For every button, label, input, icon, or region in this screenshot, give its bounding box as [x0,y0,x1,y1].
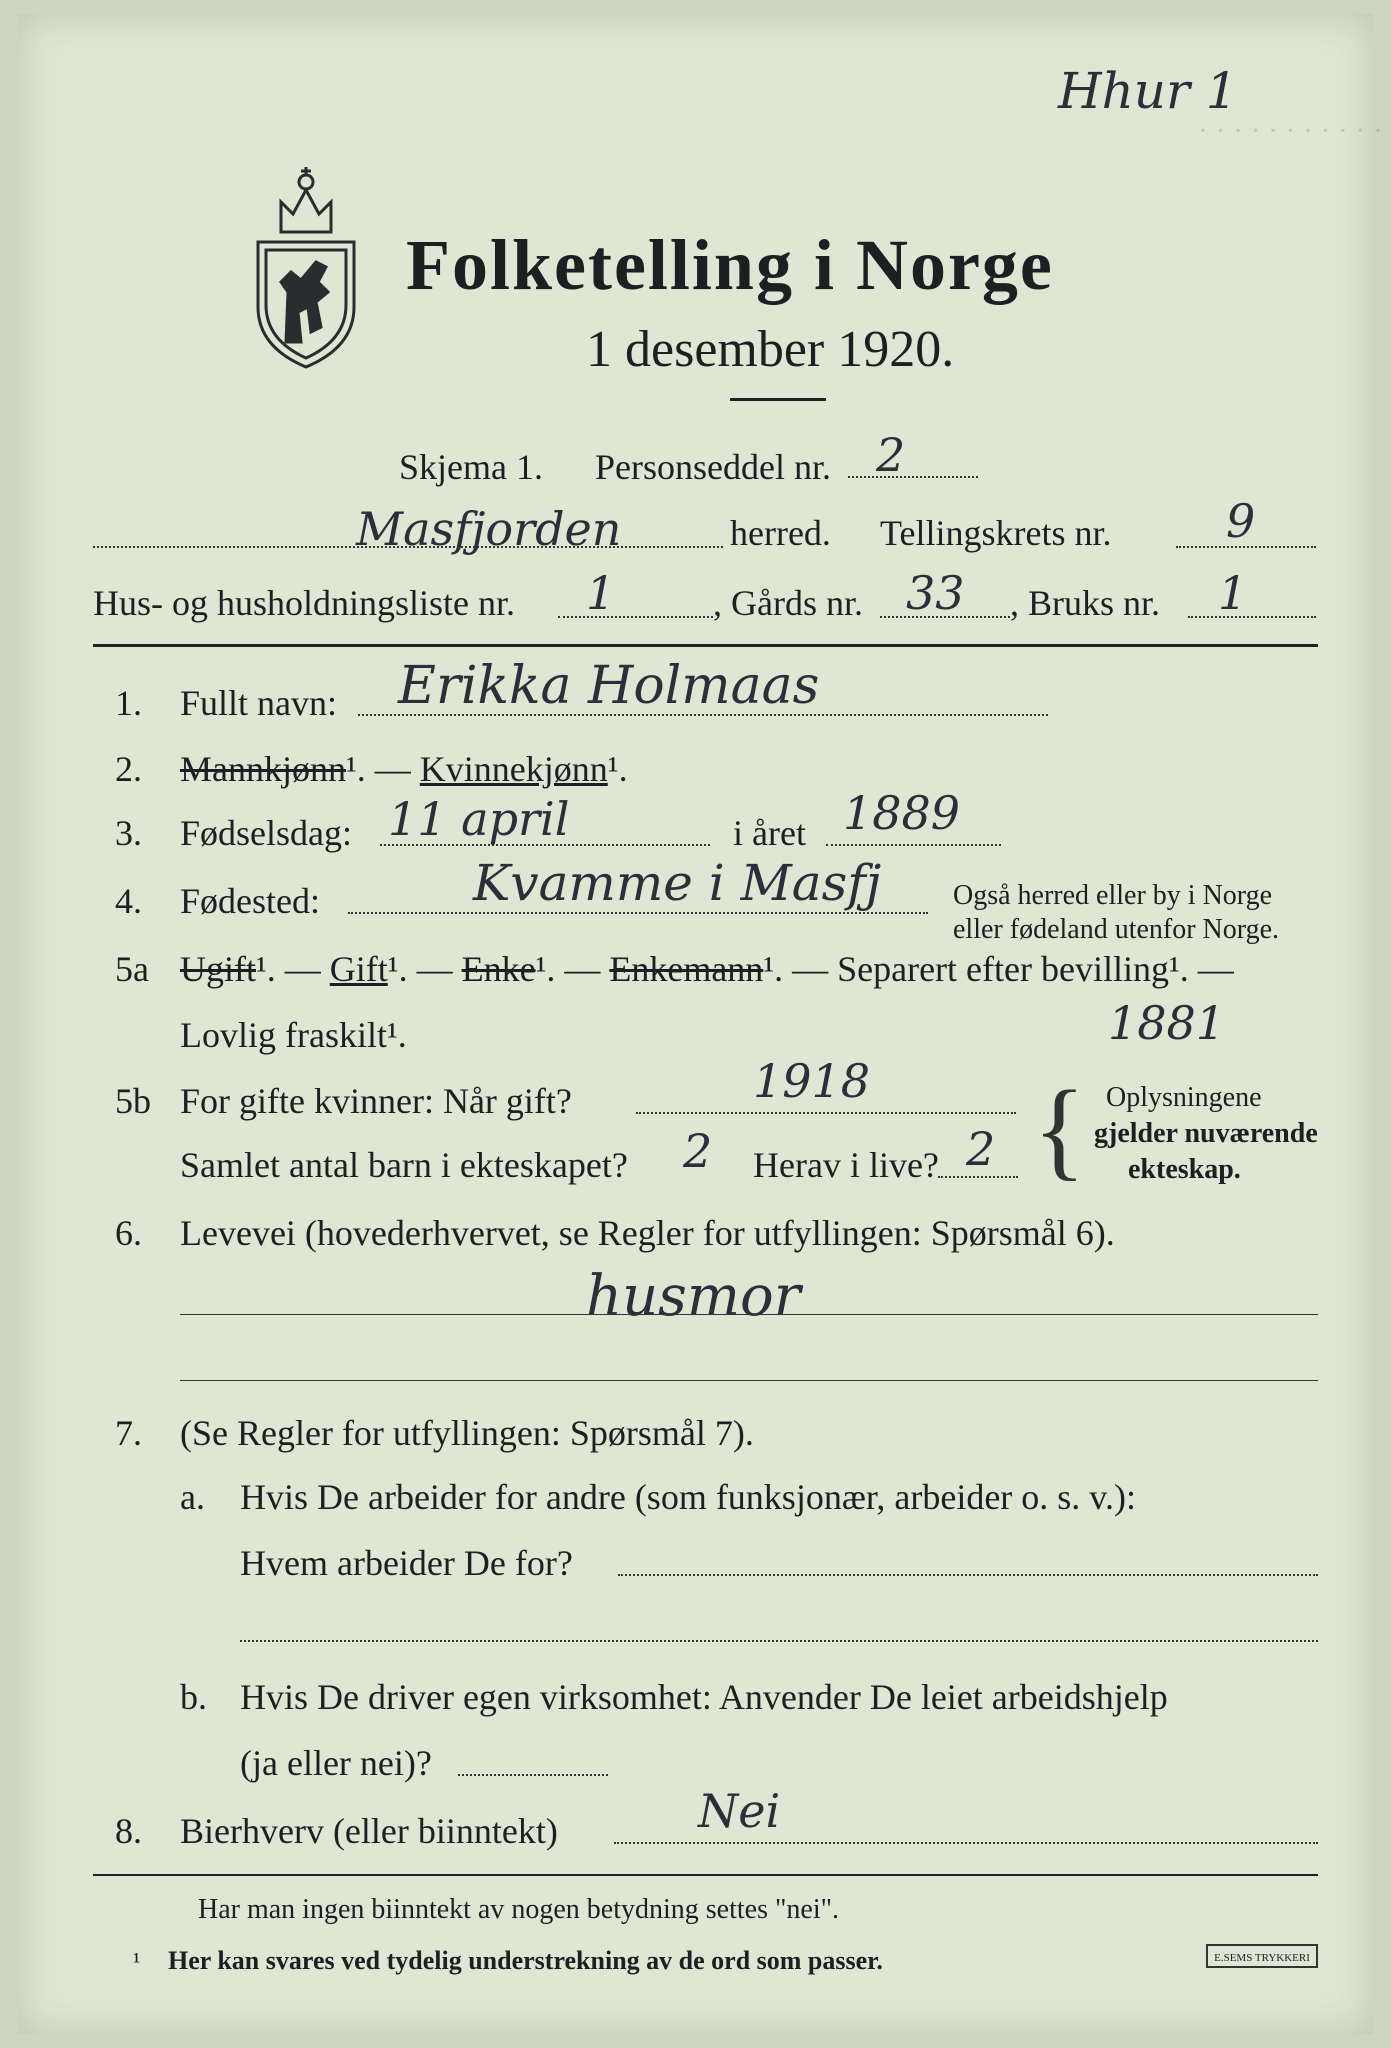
title-divider [730,398,826,401]
tellingskrets-value: 9 [1226,494,1256,548]
birthplace-line [348,912,928,914]
q1-number: 1. [115,683,142,723]
option-enke: Enke [461,949,536,989]
personseddel-line [848,476,978,478]
marriage-note-line2: gjelder nuværende [1094,1118,1318,1149]
tellingskrets-label: Tellingskrets nr. [880,513,1112,553]
children-value: 2 [683,1124,713,1178]
q7b-question: (ja eller nei)? [240,1743,432,1783]
birthplace-value: Kvamme i Masfj [473,854,882,912]
skjema-label: Skjema 1. [399,447,543,487]
q7a-text: Hvis De arbeider for andre (som funksjonær, arbeider o. s. v.): [240,1477,1136,1517]
q2-number: 2. [115,749,142,789]
bleed-through-text: · · · · · · · · · · · [1198,114,1383,147]
bruks-value: 1 [1218,566,1248,620]
q2-end: ¹. [607,749,628,789]
q5b-label: For gifte kvinner: Når gift? [180,1081,572,1121]
archive-annotation: Hhur 1 [1058,62,1238,120]
aaret-label: i året [733,813,806,853]
birthplace-note-line2: eller fødeland utenfor Norge. [953,914,1280,945]
q3-number: 3. [115,813,142,853]
alive-label: Herav i live? [753,1145,939,1185]
brace-icon: { [1033,1068,1086,1190]
birth-year-value: 1889 [843,786,961,840]
q7-label: (Se Regler for utfyllingen: Spørsmål 7). [180,1413,754,1453]
gards-value: 33 [906,566,965,620]
q6-number: 6. [115,1213,142,1253]
q7a-question: Hvem arbeider De for? [240,1543,573,1583]
option-mannkjonn: Mannkjønn [180,749,346,789]
footnote-text: Her kan svares ved tydelig understrekning av de ord som passer. [168,1946,883,1975]
q6-label: Levevei (hovederhvervet, se Regler for utfyllingen: Spørsmål 6). [180,1213,1115,1253]
side-income-line [614,1842,1318,1844]
q7b-text: Hvis De driver egen virksomhet: Anvender De leiet arbeidshjelp [240,1677,1168,1717]
bruks-line [1188,616,1316,618]
q4-label: Fødested: [180,881,320,921]
alive-line [938,1176,1018,1178]
herred-value: Masfjorden [356,502,622,556]
birthday-value: 11 april [388,792,570,846]
form-title: Folketelling i Norge [406,225,1054,305]
q8-label: Bierhverv (eller biinntekt) [180,1811,558,1851]
footnote-mark: ¹ [133,1949,141,1975]
census-form [18,14,1383,2034]
children-label: Samlet antal barn i ekteskapet? [180,1145,628,1185]
option-fraskilt: Lovlig fraskilt [180,1015,387,1055]
gards-label: , Gårds nr. [713,583,863,623]
q2-options [180,748,628,790]
q5b-number: 5b [115,1081,151,1121]
q5a-number: 5a [115,949,149,989]
herred-label: herred. [730,513,831,553]
employer-line-1 [618,1574,1318,1576]
footer-note: Har man ingen biinntekt av nogen betydning settes "nei". [198,1894,840,1925]
footer-divider [93,1874,1318,1876]
alive-value: 2 [966,1122,996,1176]
option-separert: Separert efter bevilling [837,949,1169,989]
option-enkemann: Enkemann [609,949,764,989]
option-gift: Gift [329,949,388,989]
occupation-line-1 [180,1314,1318,1315]
q7b-letter: b. [180,1677,207,1717]
option-ugift: Ugift [180,949,256,989]
census-date: 1 desember 1920. [586,321,955,378]
husholdningsliste-line [558,616,713,618]
q3-label: Fødselsdag: [180,813,353,853]
marriage-year-line [636,1112,1016,1114]
employer-line-2 [240,1640,1318,1642]
q7a-letter: a. [180,1477,205,1517]
full-name-value: Erikka Holmaas [398,656,820,716]
header-divider [93,644,1318,647]
personseddel-label: Personseddel nr. [595,447,831,487]
side-income-value: Nei [698,1784,781,1838]
printer-stamp: E.SEMS TRYKKERI [1206,1944,1318,1968]
birthplace-note-line1: Også herred eller by i Norge [953,880,1273,911]
occupation-line-2 [180,1380,1318,1381]
q7-number: 7. [115,1413,142,1453]
hired-help-line [458,1774,608,1776]
husholdningsliste-label: Hus- og husholdningsliste nr. [93,583,516,623]
q5a-fraskilt: Lovlig fraskilt¹. [180,1015,407,1055]
marriage-note-line3: ekteskap. [1128,1154,1241,1185]
q5a-options: Ugift¹. — Gift¹. — Enke¹. — Enkemann¹. — Separert efter bevilling¹. — [180,949,1234,989]
q2-separator: ¹. — [346,749,420,789]
husholdningsliste-value: 1 [586,566,616,620]
norway-coat-of-arms-icon [246,162,366,372]
marriage-year-value: 1918 [753,1054,871,1108]
q4-number: 4. [115,881,142,921]
option-kvinnekjonn: Kvinnekjønn [419,749,608,789]
husband-birth-year-note: 1881 [1108,996,1226,1050]
occupation-value: husmor [586,1264,801,1329]
birth-year-line [826,844,1001,846]
marriage-note-line1: Oplysningene [1106,1082,1262,1113]
q1-label: Fullt navn: [180,683,338,723]
personseddel-value: 2 [876,428,906,482]
q8-number: 8. [115,1811,142,1851]
bruks-label: , Bruks nr. [1010,583,1161,623]
